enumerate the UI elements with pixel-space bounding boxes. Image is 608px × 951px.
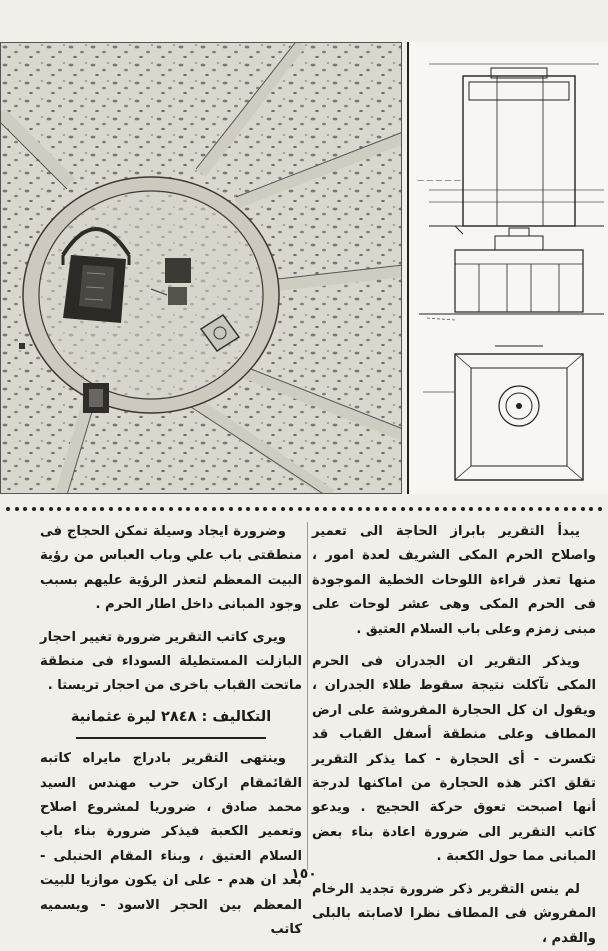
haram-plan-drawing bbox=[1, 43, 402, 494]
section-rule bbox=[76, 737, 266, 739]
svg-text:— — — — —: — — — — — bbox=[417, 176, 461, 184]
paragraph-report-opening: يبدأ التقرير بابراز الحاجة الى تعمير واصلاح الحرم المكى الشريف لعدة امور ، منها تعذر قراءة اللوحات الخطية الموجودة فى الحرم المكى وهى عشر لوحات على مبنى زمزم وعلى باب السلام العتيق . bbox=[312, 524, 596, 637]
cost-line: التكاليف : ٢٨٤٨ ليرة عثمانية bbox=[70, 708, 272, 725]
text-column-right bbox=[312, 520, 596, 951]
column-divider bbox=[307, 522, 308, 870]
elevation-drawings-figure bbox=[407, 42, 608, 494]
haram-plan-figure bbox=[0, 42, 402, 494]
paragraph-visibility: وضرورة ايجاد وسيلة تمكن الحجاج فى منطقتى باب علي وباب العباس من رؤية البيت المعظم لتعذر الرؤية عليهم بسبب وجود المبانى داخل اطار الحرم . bbox=[40, 524, 302, 613]
dotted-divider bbox=[0, 505, 608, 513]
paragraph-report-conclusion: وينتهى التقرير بادراج مايراه كاتبه القائمقام اركان حرب مهندس السيد محمد صادق ، ضروريا لمشروع اصلاح وتعمير الكعبة فيذكر ضرورة بناء باب السلام العتيق ، وبناء المقام الحنبلى - بعد ان هدم - على ان يكون موازيا للبيت المعظم بين الحجر الاسود - ويسميه كاتب bbox=[40, 751, 302, 938]
paragraph-marble: لم ينس التقرير ذكر ضرورة تجديد الرخام المفروش فى المطاف نظرا لاصابته بالبلى والقدم ، bbox=[312, 881, 596, 946]
elevation-drawing bbox=[409, 42, 608, 494]
paragraph-walls-stones: ويذكر التقرير ان الجدران فى الحرم المكى تآكلت نتيجة سقوط طلاء الجدران ، ويقول ان كل الحجارة المفروشة على ارض المطاف وعلى منطقة أسفل القباب قد تكسرت - أى الحجارة - كما يذكر التقرير تقلق اكثر هذه الحجارة من اماكنها لدرجة أنها اصبحت تعوق حركة الحجيج . ويدعو كاتب التقرير الى ضرورة اعادة بناء بعض المبانى مما حول الكعبة . bbox=[312, 654, 596, 865]
paragraph-basalt-stones: ويرى كاتب التقرير ضرورة تغيير احجار البازلت المستطيلة السوداء فى منطقة ماتحت القباب باخرى من احجار تريستا . bbox=[40, 629, 302, 694]
page-number: ١٥٠ bbox=[291, 866, 317, 882]
